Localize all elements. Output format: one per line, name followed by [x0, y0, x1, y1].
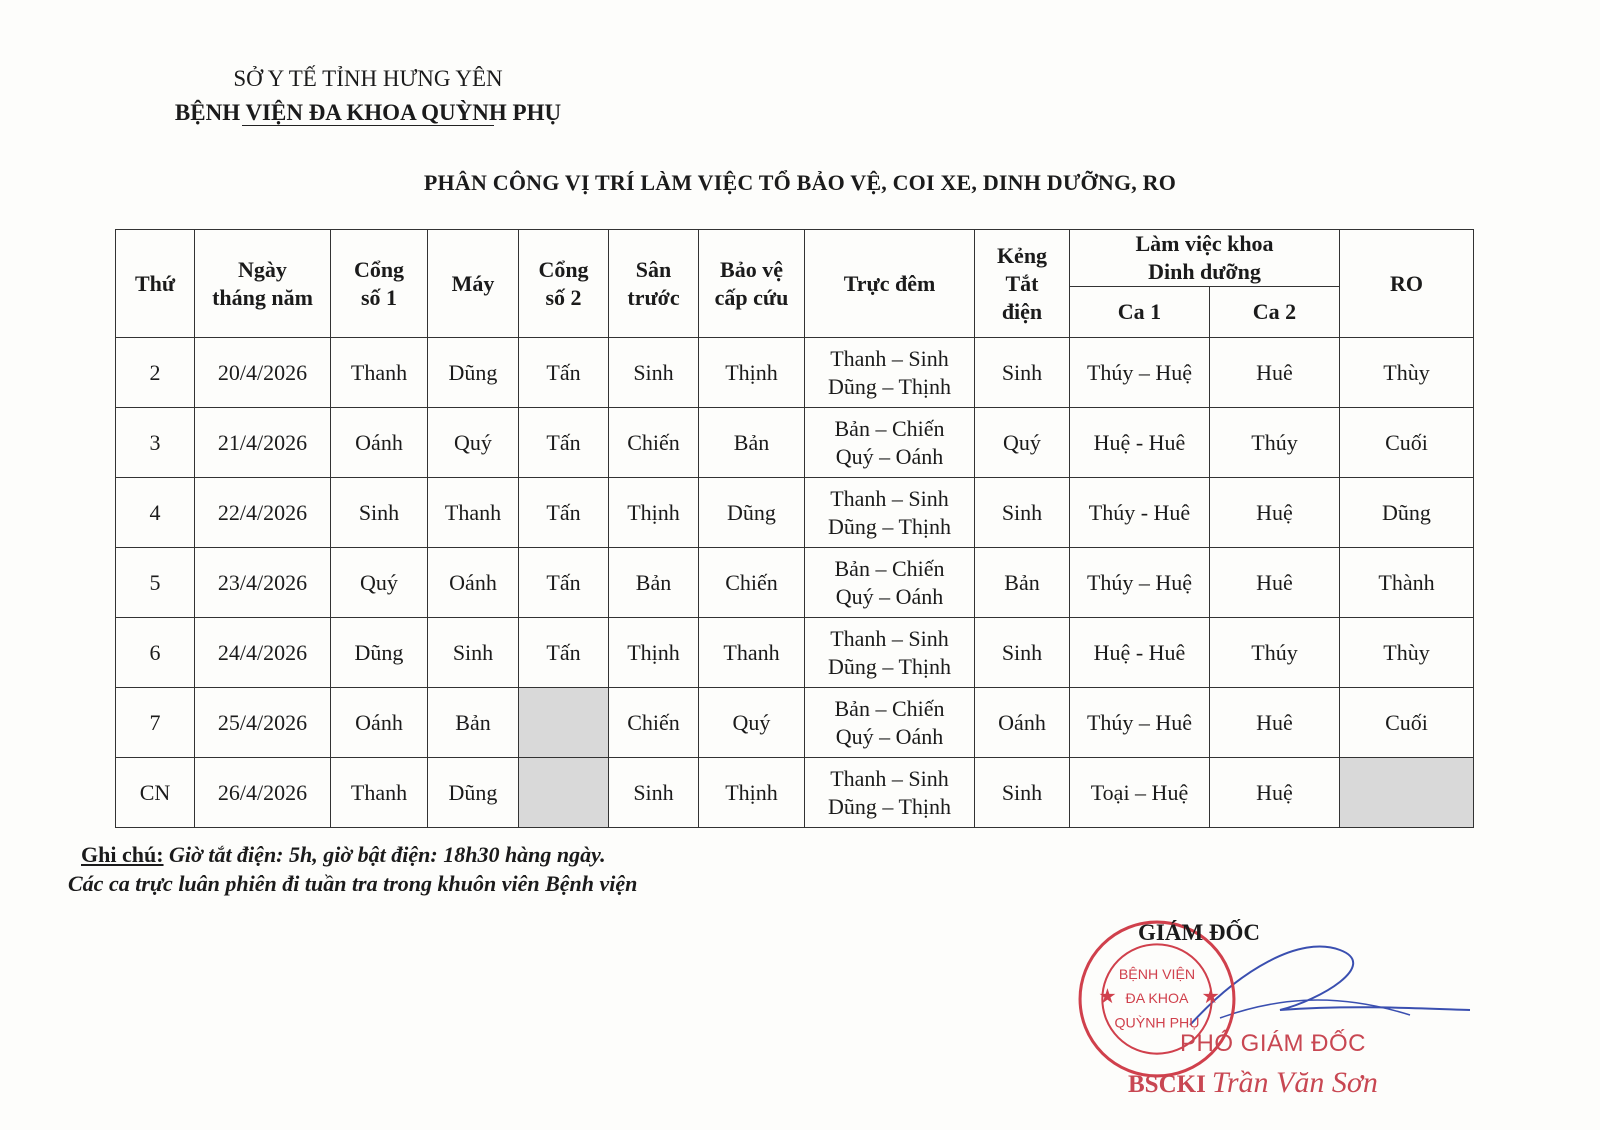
cell-truc-dem-pair-1: Thanh – Sinh	[830, 625, 949, 651]
notes	[68, 840, 637, 898]
signer-prefix: BSCKI	[1128, 1071, 1206, 1098]
svg-text:QUỲNH PHỤ: QUỲNH PHỤ	[1114, 1015, 1200, 1032]
cell-baove: Quý	[699, 688, 805, 758]
cell-truc-dem-pair-2: Quý – Oánh	[835, 723, 944, 749]
cell-truc	[805, 408, 975, 478]
cell-thu: CN	[116, 758, 195, 828]
cell-thu: 2	[116, 338, 195, 408]
cell-cong2: Tấn	[519, 548, 609, 618]
cell-ngay: 25/4/2026	[195, 688, 331, 758]
cell-keng: Bản	[975, 548, 1070, 618]
cell-truc-dem-pair-2: Quý – Oánh	[835, 443, 944, 469]
cell-san: Bản	[609, 548, 699, 618]
cell-san: Chiến	[609, 688, 699, 758]
cell-ca2: Huệ	[1210, 758, 1340, 828]
cell-truc-dem-pair-1: Bản – Chiến	[834, 695, 945, 721]
cell-ngay: 22/4/2026	[195, 478, 331, 548]
cell-ngay: 26/4/2026	[195, 758, 331, 828]
cell-baove: Thanh	[699, 618, 805, 688]
cell-baove: Bản	[699, 408, 805, 478]
cell-keng: Sinh	[975, 758, 1070, 828]
col-header-ca-1: Ca 1	[1070, 287, 1210, 338]
cell-ro: Cuối	[1340, 688, 1474, 758]
cell-truc	[805, 758, 975, 828]
cell-ca1: Thúy – Huệ	[1070, 548, 1210, 618]
cell-cong1: Dũng	[331, 618, 428, 688]
cell-truc-dem-pair-1: Bản – Chiến	[834, 415, 945, 441]
cell-ngay: 23/4/2026	[195, 548, 331, 618]
table-row	[116, 618, 1474, 688]
col-header-san-truoc: Sân trước	[609, 230, 699, 338]
hospital-name: BỆNH VIỆN ĐA KHOA QUỲNH PHỤ	[174, 100, 562, 125]
cell-cong1: Thanh	[331, 338, 428, 408]
cell-cong1: Oánh	[331, 408, 428, 478]
cell-ca1: Thúy – Huê	[1070, 688, 1210, 758]
cell-may: Dũng	[428, 758, 519, 828]
cell-ca2: Huê	[1210, 688, 1340, 758]
col-header-cong-2: Cổng số 2	[519, 230, 609, 338]
signature-role: GIÁM ĐỐC	[1138, 920, 1261, 945]
cell-cong1: Thanh	[331, 758, 428, 828]
notes-line-2: Các ca trực luân phiên đi tuần tra trong khuôn viên Bệnh viện	[68, 871, 638, 896]
col-header-dinh-duong: Làm việc khoa Dinh dưỡng	[1070, 230, 1340, 287]
cell-cong2	[519, 688, 609, 758]
cell-ngay: 24/4/2026	[195, 618, 331, 688]
cell-ro: Thùy	[1340, 618, 1474, 688]
cell-truc-dem-pair-2: Dũng – Thịnh	[827, 653, 952, 679]
cell-may: Bản	[428, 688, 519, 758]
cell-cong2: Tấn	[519, 408, 609, 478]
cell-ro: Dũng	[1340, 478, 1474, 548]
cell-cong1: Quý	[331, 548, 428, 618]
cell-keng: Sinh	[975, 338, 1070, 408]
cell-cong1: Sinh	[331, 478, 428, 548]
svg-text:★: ★	[1201, 986, 1220, 1009]
agency-name: SỞ Y TẾ TỈNH HƯNG YÊN	[233, 66, 503, 91]
cell-truc	[805, 338, 975, 408]
signature-deputy: PHÓ GIÁM ĐỐC	[1180, 1030, 1367, 1057]
cell-truc-dem-pair-1: Thanh – Sinh	[830, 765, 949, 791]
cell-ca2: Thúy	[1210, 408, 1340, 478]
cell-truc	[805, 548, 975, 618]
cell-baove: Dũng	[699, 478, 805, 548]
signer-fullname: Trần Văn Sơn	[1211, 1066, 1378, 1099]
cell-truc	[805, 478, 975, 548]
cell-truc-dem-pair-2: Quý – Oánh	[835, 583, 944, 609]
table-row	[116, 688, 1474, 758]
cell-ca2: Huệ	[1210, 478, 1340, 548]
cell-ca2: Huê	[1210, 548, 1340, 618]
cell-thu: 5	[116, 548, 195, 618]
cell-baove: Thịnh	[699, 758, 805, 828]
cell-ca1: Huệ - Huê	[1070, 618, 1210, 688]
cell-truc-dem-pair-1: Thanh – Sinh	[830, 345, 949, 371]
agency-header	[138, 62, 598, 126]
cell-truc-dem-pair-2: Dũng – Thịnh	[827, 373, 952, 399]
table-row	[116, 478, 1474, 548]
cell-ca1: Thúy - Huê	[1070, 478, 1210, 548]
col-header-ro: RO	[1340, 230, 1474, 338]
cell-san: Sinh	[609, 338, 699, 408]
cell-truc-dem-pair-2: Dũng – Thịnh	[827, 513, 952, 539]
col-header-ca-2: Ca 2	[1210, 287, 1340, 338]
col-header-ngay: Ngày tháng năm	[195, 230, 331, 338]
cell-truc-dem-pair-1: Thanh – Sinh	[830, 485, 949, 511]
cell-cong2: Tấn	[519, 618, 609, 688]
cell-keng: Sinh	[975, 478, 1070, 548]
svg-text:ĐA KHOA: ĐA KHOA	[1125, 991, 1189, 1008]
col-header-cong-1: Cổng số 1	[331, 230, 428, 338]
cell-thu: 3	[116, 408, 195, 478]
notes-label: Ghi chú:	[81, 842, 164, 867]
cell-ca1: Toại – Huệ	[1070, 758, 1210, 828]
svg-text:BỆNH VIỆN: BỆNH VIỆN	[1118, 966, 1196, 983]
cell-ca2: Thúy	[1210, 618, 1340, 688]
cell-ca2: Huê	[1210, 338, 1340, 408]
cell-may: Quý	[428, 408, 519, 478]
cell-ro: Thành	[1340, 548, 1474, 618]
cell-baove: Chiến	[699, 548, 805, 618]
cell-san: Thịnh	[609, 618, 699, 688]
cell-ro	[1340, 758, 1474, 828]
cell-may: Thanh	[428, 478, 519, 548]
cell-thu: 6	[116, 618, 195, 688]
cell-truc	[805, 618, 975, 688]
cell-truc-dem-pair-2: Dũng – Thịnh	[827, 793, 952, 819]
cell-may: Dũng	[428, 338, 519, 408]
cell-keng: Quý	[975, 408, 1070, 478]
cell-keng: Oánh	[975, 688, 1070, 758]
cell-ro: Cuối	[1340, 408, 1474, 478]
cell-ro: Thùy	[1340, 338, 1474, 408]
cell-keng: Sinh	[975, 618, 1070, 688]
cell-thu: 7	[116, 688, 195, 758]
cell-truc	[805, 688, 975, 758]
cell-ca1: Thúy – Huệ	[1070, 338, 1210, 408]
cell-cong1: Oánh	[331, 688, 428, 758]
col-header-may: Máy	[428, 230, 519, 338]
cell-ca1: Huệ - Huê	[1070, 408, 1210, 478]
cell-san: Chiến	[609, 408, 699, 478]
cell-truc-dem-pair-1: Bản – Chiến	[834, 555, 945, 581]
cell-may: Oánh	[428, 548, 519, 618]
signer-name	[1128, 1066, 1378, 1100]
cell-baove: Thịnh	[699, 338, 805, 408]
table-header-row	[116, 230, 1474, 287]
document-title: PHÂN CÔNG VỊ TRÍ LÀM VIỆC TỔ BẢO VỆ, COI XE, DINH DƯỠNG, RO	[423, 170, 1177, 195]
cell-may: Sinh	[428, 618, 519, 688]
notes-line-1: Giờ tắt điện: 5h, giờ bật điện: 18h30 hàng ngày.	[169, 842, 606, 867]
table-row	[116, 548, 1474, 618]
cell-ngay: 21/4/2026	[195, 408, 331, 478]
col-header-thu: Thứ	[116, 230, 195, 338]
col-header-truc-dem: Trực đêm	[805, 230, 975, 338]
cell-cong2: Tấn	[519, 338, 609, 408]
col-header-keng: Kẻng Tắt điện	[975, 230, 1070, 338]
cell-thu: 4	[116, 478, 195, 548]
cell-cong2: Tấn	[519, 478, 609, 548]
col-header-bao-ve: Bảo vệ cấp cứu	[699, 230, 805, 338]
svg-text:★: ★	[1098, 986, 1117, 1009]
cell-san: Thịnh	[609, 478, 699, 548]
table-row	[116, 338, 1474, 408]
table-row	[116, 408, 1474, 478]
schedule-table	[115, 229, 1474, 828]
table-row	[116, 758, 1474, 828]
cell-san: Sinh	[609, 758, 699, 828]
cell-ngay: 20/4/2026	[195, 338, 331, 408]
cell-cong2	[519, 758, 609, 828]
